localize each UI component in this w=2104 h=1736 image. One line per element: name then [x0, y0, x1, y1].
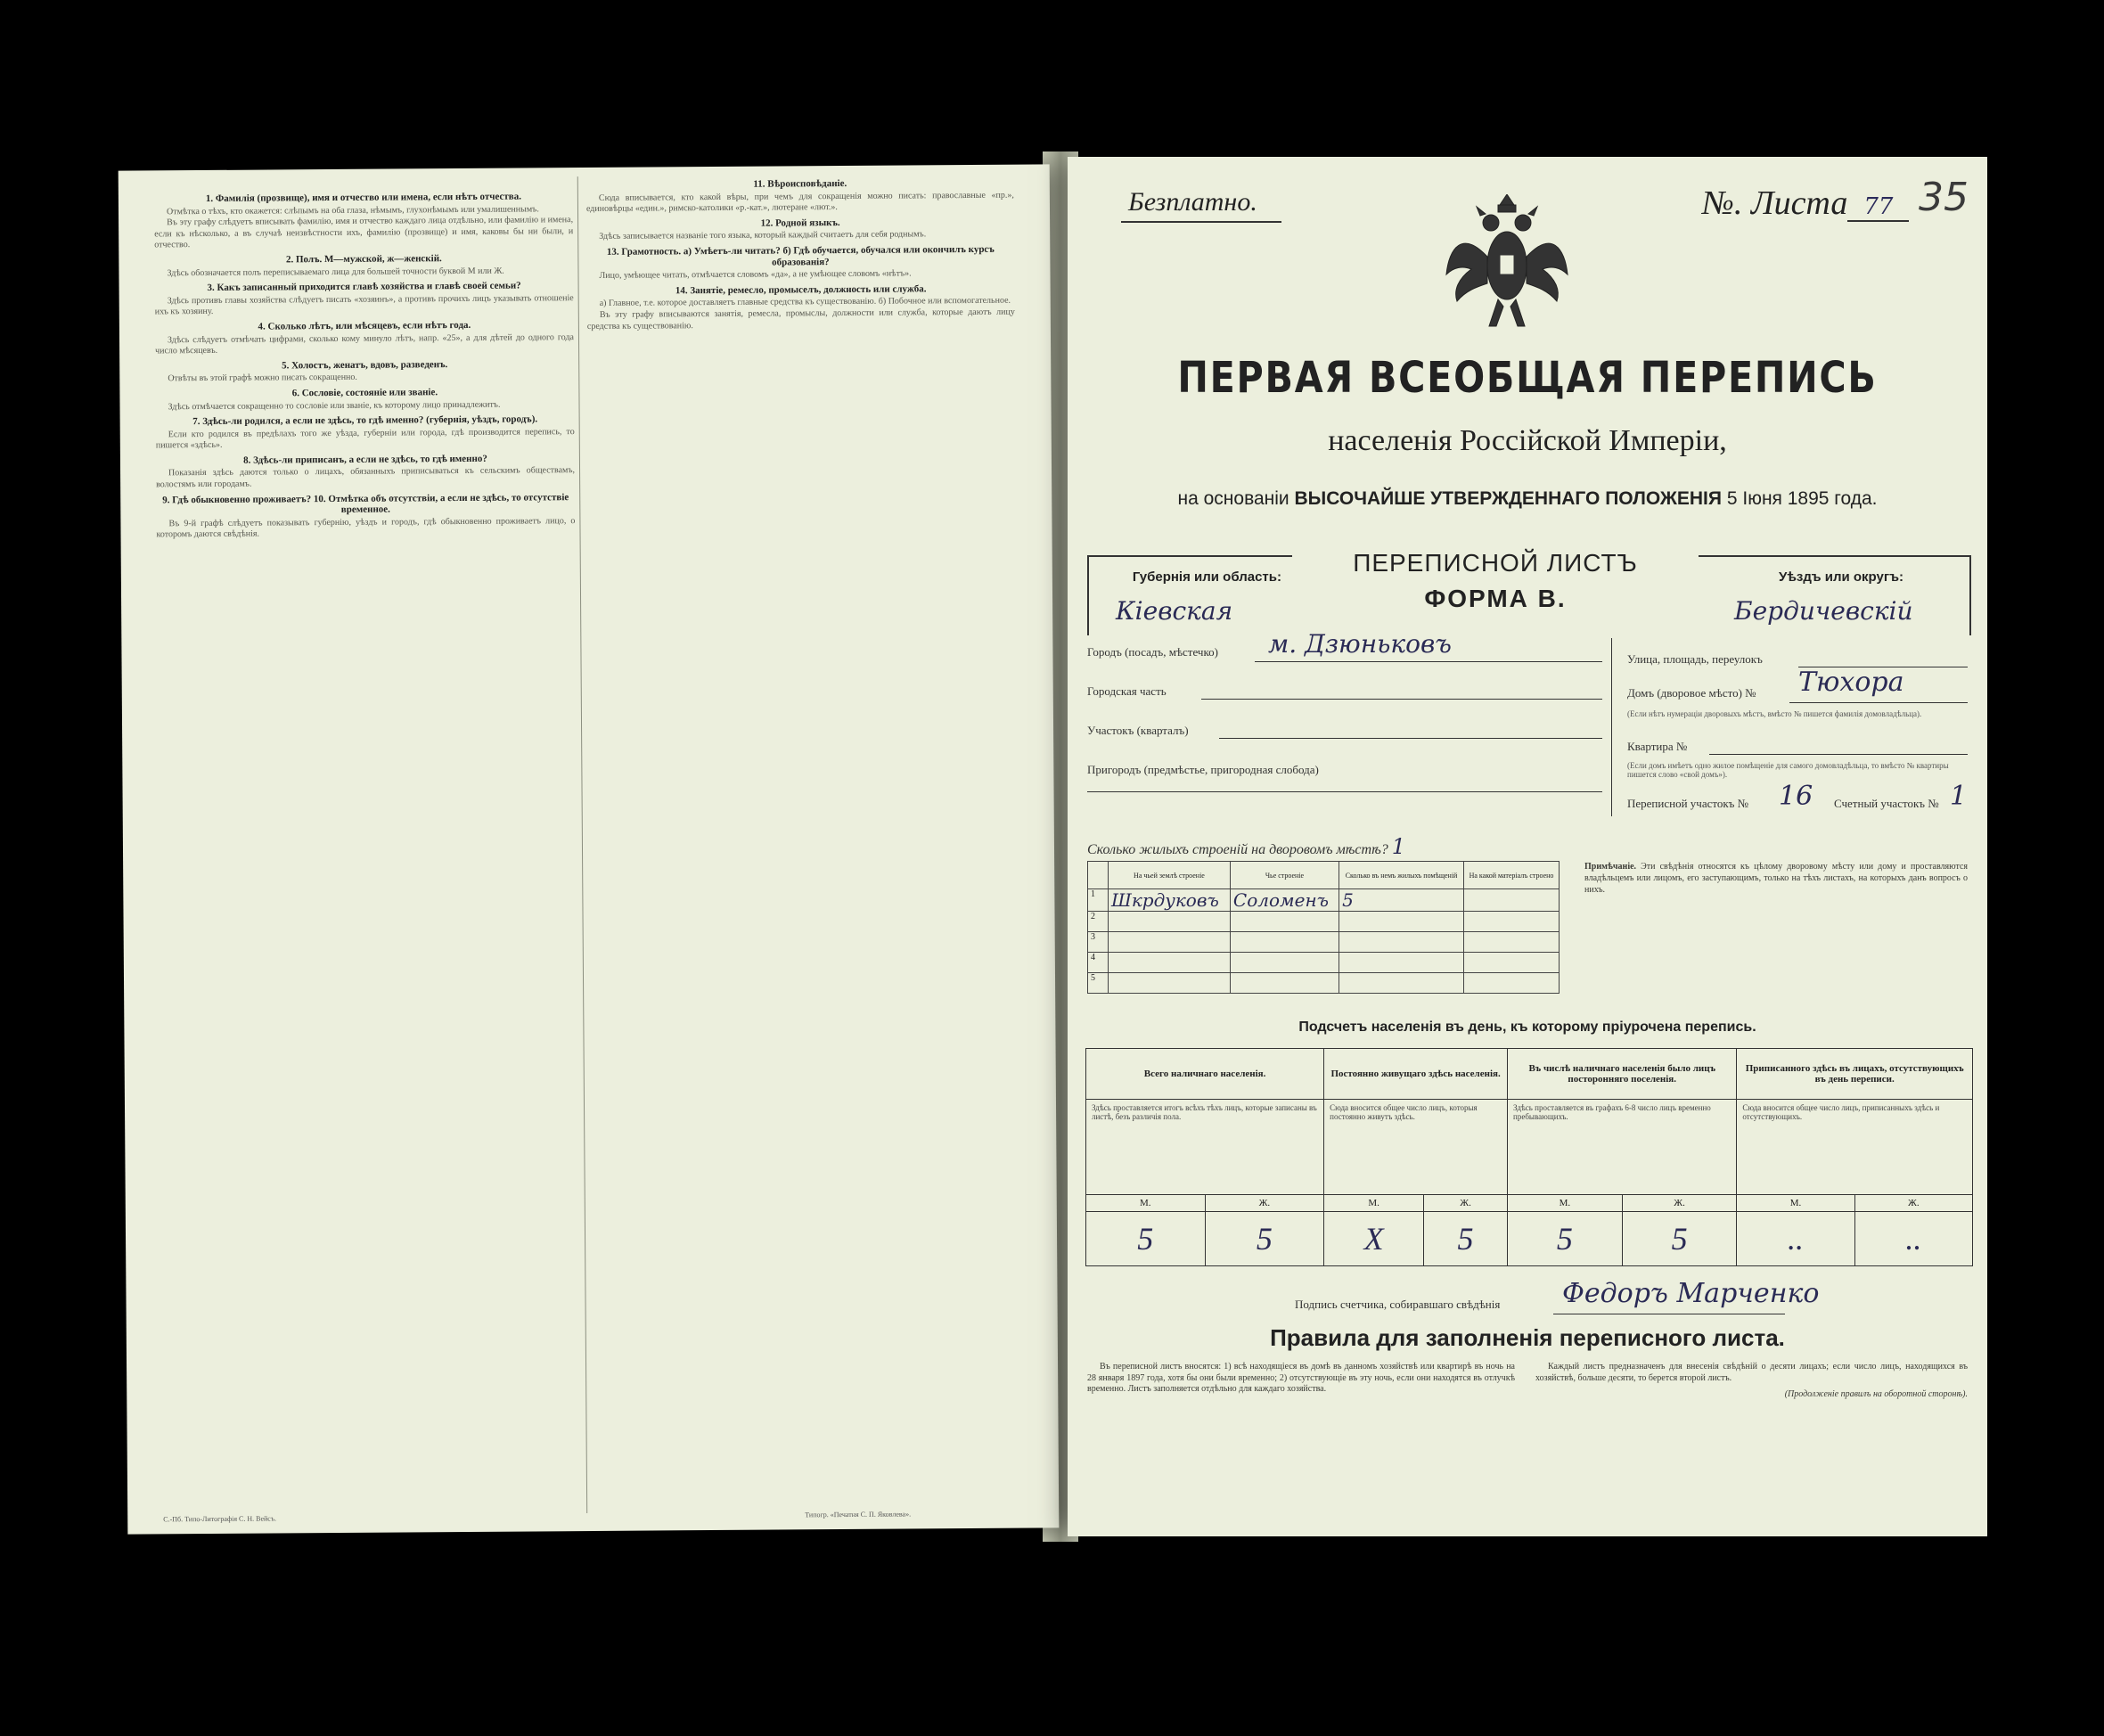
basis-main: ВЫСОЧАЙШЕ УТВЕРЖДЕННАГО ПОЛОЖЕНІЯ: [1294, 488, 1722, 509]
tally-header-cell: Приписанного здѣсь въ лицахъ, отсутствующихъ въ день переписи.: [1737, 1049, 1973, 1100]
dom-label: Домъ (дворовое мѣсто) №: [1627, 686, 1756, 700]
uezd-box: [1699, 555, 1971, 635]
tally-description-row: [1086, 1100, 1973, 1195]
free-underline: [1121, 221, 1281, 223]
rules-column-1: [1087, 1362, 1515, 1396]
gubernia-box: [1087, 555, 1292, 635]
note-title: Примѣчаніе.: [1584, 862, 1637, 872]
tally-sex-cell: М.: [1324, 1195, 1424, 1212]
imprint-right: Типогр. «Печатня С. П. Яковлева».: [805, 1510, 912, 1519]
table-row: [1088, 912, 1560, 932]
instruction-text: Лицо, умѣющее читать, отмѣчается словомъ «да», а не умѣющее словомъ «нѣтъ».: [599, 268, 912, 282]
tally-sex-row: [1086, 1195, 1973, 1212]
instruction-text: Если кто родился въ предѣлахъ того же уѣзда, губерніи или города, гдѣ производится перепись, то пишется «здѣсь».: [155, 426, 575, 451]
tally-sex-cell: Ж.: [1854, 1195, 1972, 1212]
tally-value-cell[interactable]: 5: [1205, 1212, 1324, 1266]
buildings-cell[interactable]: Соломенъ: [1230, 889, 1339, 912]
tally-sex-cell: Ж.: [1205, 1195, 1324, 1212]
prigorod-line: [1087, 791, 1602, 792]
buildings-cell[interactable]: 2: [1088, 912, 1109, 932]
tally-value-cell[interactable]: ..: [1737, 1212, 1854, 1266]
form-title: ПЕРЕПИСНОЙ ЛИСТЪ: [1353, 549, 1638, 577]
instruction-heading: 1. Фамилія (прозвище), имя и отчество или имена, если нѣтъ отчества.: [205, 191, 521, 204]
perepisnoy-uchastok-value: 16: [1779, 781, 1813, 812]
tally-sex-cell: М.: [1508, 1195, 1623, 1212]
basis-prefix: на основаніи: [1177, 488, 1289, 509]
table-row: [1088, 973, 1560, 994]
tally-sex-cell: М.: [1086, 1195, 1206, 1212]
buildings-cell[interactable]: 5: [1339, 889, 1464, 912]
instruction-heading: 13. Грамотность. а) Умѣетъ-ли читать? б) Гдѣ обучается, обучался или окончилъ курсъ образованія?: [606, 243, 995, 268]
gubernia-label: Губернія или область:: [1132, 569, 1281, 585]
instruction-text: Здѣсь противъ главы хозяйства слѣдуетъ писать «хозяинъ», а противъ прочихъ лицъ указывать отношеніе ихъ къ хозяину.: [154, 292, 574, 317]
instruction-text: Въ 9-й графѣ слѣдуетъ показывать губернію, уѣздъ и городъ, гдѣ обыкновенно проживаетъ лицо, о которомъ даются свѣдѣнія.: [156, 515, 576, 540]
tally-value-cell[interactable]: Х: [1324, 1212, 1424, 1266]
ulitsa-label: Улица, площадь, переулокъ: [1627, 652, 1763, 666]
gorod-value: м. Дзюньковъ: [1268, 629, 1452, 659]
kvartira-label: Квартира №: [1627, 740, 1688, 753]
buildings-header-cell: Чье строеніе: [1230, 862, 1339, 889]
rules-title: Правила для заполненія переписного листа.: [1270, 1324, 1785, 1351]
tally-description-cell: Сюда вносится общее число лицъ, приписанныхъ здѣсь и отсутствующихъ.: [1737, 1100, 1973, 1195]
note-text: Эти свѣдѣнія относятся къ цѣлому дворовому мѣсту или дому и проставляются владѣльцемъ или лицомъ, его заступающимъ, только на тѣхъ листахъ, на которыхъ данъ вопросъ о нихъ.: [1584, 862, 1968, 895]
buildings-table-header: [1088, 862, 1560, 889]
census-basis: [1068, 488, 1987, 510]
tally-header-row: [1086, 1049, 1973, 1100]
buildings-cell[interactable]: [1464, 912, 1560, 932]
buildings-cell[interactable]: [1230, 932, 1339, 953]
instruction-heading: 14. Занятіе, ремесло, промыселъ, должность или служба.: [675, 283, 927, 297]
buildings-label: [1087, 834, 1405, 859]
perepisnoy-uchastok-label: Переписной участокъ №: [1627, 797, 1749, 810]
instructions-column-1: [154, 187, 576, 541]
tally-description-cell: Сюда вносится общее число лицъ, которыя постоянно живутъ здѣсь.: [1324, 1100, 1508, 1195]
table-row: [1088, 932, 1560, 953]
column-divider: [577, 176, 587, 1513]
sheet-number-label: №. Листа: [1702, 184, 1848, 222]
table-row: [1088, 889, 1560, 912]
buildings-table: [1087, 861, 1560, 994]
tally-table: [1085, 1048, 1973, 1266]
row-number-header: [1088, 862, 1109, 889]
buildings-header-cell: На чьей землѣ строеніе: [1109, 862, 1231, 889]
buildings-header-cell: Сколько въ немъ жилыхъ помѣщеній: [1339, 862, 1464, 889]
instruction-heading: 7. Здѣсь-ли родился, а если не здѣсь, то гдѣ именно? (губернія, уѣздъ, городъ).: [192, 414, 538, 428]
kvartira-note: (Если домъ имѣетъ одно жилое помѣщеніе для самого домовладѣльца, то вмѣсто № квартиры пишется слово «свой домъ»).: [1627, 761, 1949, 779]
dom-note: (Если нѣтъ нумераціи дворовыхъ мѣстъ, вмѣсто № пишется фамилія домовладѣльца).: [1627, 709, 1922, 718]
census-subtitle: населенія Россійской Имперіи,: [1328, 424, 1727, 457]
buildings-cell[interactable]: [1109, 953, 1231, 973]
tally-sex-cell: Ж.: [1424, 1195, 1508, 1212]
instruction-text: Здѣсь обозначается полъ переписываемаго лица для большей точности буквой М или Ж.: [167, 266, 504, 278]
tally-header-cell: Постоянно живущаго здѣсь населенія.: [1324, 1049, 1508, 1100]
buildings-cell[interactable]: 3: [1088, 932, 1109, 953]
prigorod-label: Пригородъ (предмѣстье, пригородная слобода): [1087, 763, 1319, 776]
note-block: [1584, 861, 1968, 896]
instruction-text: Показанія здѣсь даются только о лицахъ, обязанныхъ приписываться къ сельскимъ обществамъ, волостямъ или городамъ.: [156, 465, 576, 490]
kvartira-line: [1709, 754, 1968, 755]
buildings-cell[interactable]: [1230, 912, 1339, 932]
dom-line: [1789, 702, 1968, 703]
gorod-line: [1255, 661, 1602, 662]
free-label: Безплатно.: [1128, 187, 1257, 217]
tally-description-cell: Здѣсь проставляется въ графахъ 6-8 число лицъ временно пребывающихъ.: [1508, 1100, 1737, 1195]
buildings-question: Сколько жилыхъ строеній на дворовомъ мѣстѣ?: [1087, 842, 1388, 857]
instruction-text: Сюда вписывается, кто какой вѣры, при чемъ для сокращенія можно писать: православные «пр.», единовѣрцы «един.», римско-католики «р.-кат.», лютеране «лют.».: [585, 190, 1014, 215]
tally-value-cell[interactable]: ..: [1854, 1212, 1972, 1266]
buildings-cell[interactable]: [1230, 973, 1339, 994]
instruction-heading: 4. Сколько лѣтъ, или мѣсяцевъ, если нѣтъ года.: [258, 319, 471, 332]
left-page-instructions: [119, 164, 1060, 1534]
address-divider: [1611, 638, 1612, 816]
double-headed-eagle-icon: [1445, 194, 1569, 328]
signature-label: Подпись счетчика, собиравшаго свѣдѣнія: [1295, 1298, 1501, 1311]
buildings-header-cell: На какой матеріалъ строено: [1464, 862, 1560, 889]
buildings-cell[interactable]: 4: [1088, 953, 1109, 973]
gorod-chast-line: [1201, 699, 1602, 700]
instruction-text: Въ эту графу слѣдуетъ вписывать фамилію, имя и отчество каждаго лица отдѣльно, или фамилію и имена, если къ нѣсколько, а въ случаѣ неизвѣстности ихъ, фамилію (прозвище) и имя, каковы бы ни были, и отчество.: [154, 215, 574, 250]
tally-header-cell: Всего наличнаго населенія.: [1086, 1049, 1324, 1100]
census-title: ПЕРВАЯ ВСЕОБЩАЯ ПЕРЕПИСЬ: [1177, 353, 1878, 403]
imprint-left: С.-Пб. Типо-Литографія С. Н. Вейсъ.: [163, 1514, 277, 1524]
sheet-number: [1702, 184, 1909, 223]
instruction-text: Здѣсь отмѣчается сокращенно то сословіе или званіе, къ которому лицо принадлежитъ.: [168, 399, 501, 412]
buildings-cell[interactable]: 1: [1088, 889, 1109, 912]
buildings-cell[interactable]: [1464, 889, 1560, 912]
rules-column-2: [1535, 1362, 1968, 1401]
sheet-number-value: 77: [1847, 193, 1909, 222]
dom-value: Тюхора: [1798, 667, 1904, 698]
tally-values-row: [1086, 1212, 1973, 1266]
instruction-text: Въ эту графу вписываются занятія, ремесла, промыслы, должности или служба, которые даютъ лицу средства къ существованію.: [586, 307, 1015, 332]
table-row: [1088, 953, 1560, 973]
schetny-uchastok-label: Счетный участокъ №: [1834, 797, 1939, 810]
rules-text-2: Каждый листъ предназначенъ для внесенія свѣдѣній о десяти лицахъ; если число лицъ, находящихся въ хозяйствѣ, больше десяти, то берется второй листъ.: [1535, 1362, 1968, 1383]
buildings-cell[interactable]: [1109, 973, 1231, 994]
buildings-cell[interactable]: [1339, 973, 1464, 994]
instruction-heading: 11. Вѣроисповѣданіе.: [753, 177, 847, 190]
buildings-cell[interactable]: [1339, 932, 1464, 953]
instruction-heading: 6. Сословіе, состояніе или званіе.: [291, 387, 438, 399]
form-title-block: [1290, 549, 1700, 613]
buildings-cell[interactable]: [1339, 953, 1464, 973]
rules-footer: (Продолженіе правилъ на оборотной сторонѣ).: [1784, 1389, 1968, 1400]
buildings-cell[interactable]: [1464, 932, 1560, 953]
buildings-cell[interactable]: [1230, 953, 1339, 973]
gorod-chast-label: Городская часть: [1087, 684, 1167, 698]
tally-value-cell[interactable]: 5: [1424, 1212, 1508, 1266]
buildings-cell[interactable]: [1109, 932, 1231, 953]
census-form-page: [1068, 157, 1987, 1536]
instructions-column-2: [586, 174, 1015, 332]
tally-sex-cell: Ж.: [1622, 1195, 1737, 1212]
instruction-text: а) Главное, т.е. которое доставляетъ главные средства къ существованію. б) Побочное или вспомогательное.: [599, 296, 1011, 309]
uezd-label: Уѣздъ или округъ:: [1779, 569, 1904, 585]
pencil-number: 35: [1919, 175, 1969, 220]
buildings-cell[interactable]: [1464, 973, 1560, 994]
buildings-value: 1: [1391, 834, 1406, 859]
form-name: ФОРМА В.: [1424, 585, 1567, 612]
tally-sex-cell: М.: [1737, 1195, 1854, 1212]
uezd-value: Бердичевскій: [1734, 596, 1913, 626]
gorod-label: Городъ (посадъ, мѣстечко): [1087, 645, 1218, 659]
basis-date: 5 Іюня 1895 года.: [1726, 488, 1878, 509]
schetny-uchastok-value: 1: [1950, 781, 1968, 812]
tally-value-cell[interactable]: 5: [1508, 1212, 1623, 1266]
instruction-text: Отмѣтка о тѣхъ, кто окажется: слѣпымъ на оба глаза, нѣмымъ, глухонѣмымъ или умалишеннымъ.: [166, 203, 539, 217]
uchastok-line: [1219, 738, 1602, 739]
instruction-heading: 12. Родной языкъ.: [760, 217, 840, 229]
instruction-text: Здѣсь записывается названіе того языка, который каждый считаетъ для себя роднымъ.: [599, 229, 927, 242]
gubernia-value: Кіевская: [1116, 596, 1233, 626]
tally-title: Подсчетъ населенія въ день, къ которому пріурочена перепись.: [1298, 1019, 1756, 1035]
buildings-cell[interactable]: [1464, 953, 1560, 973]
instruction-text: Отвѣты въ этой графѣ можно писать сокращенно.: [168, 373, 357, 384]
instruction-heading: 8. Здѣсь-ли приписанъ, а если не здѣсь, то гдѣ именно?: [243, 453, 487, 466]
tally-description-cell: Здѣсь проставляется итогъ всѣхъ тѣхъ лицъ, которые записаны въ листѣ, безъ различія пола.: [1086, 1100, 1324, 1195]
instruction-heading: 5. Холостъ, женатъ, вдовъ, разведенъ.: [282, 358, 448, 372]
buildings-cell[interactable]: Шкрдуковъ: [1109, 889, 1231, 912]
buildings-cell[interactable]: [1339, 912, 1464, 932]
rules-text-1: Въ переписной листъ вносятся: 1) всѣ находящіеся въ домѣ въ данномъ хозяйствѣ или квартирѣ въ ночь на 28 января 1897 года, хотя бы они были временно; 2) отсутствующіе въ эту ночь, если они находятся въ отлучкѣ временно. Листъ заполняется отдѣльно для каждаго хозяйства.: [1087, 1362, 1515, 1395]
instruction-heading: 3. Какъ записанный приходится главѣ хозяйства и главѣ своей семьи?: [207, 280, 521, 294]
tally-header-cell: Въ числѣ наличнаго населенія было лицъ посторонняго поселенія.: [1508, 1049, 1737, 1100]
instruction-heading: 2. Полъ. М—мужской, ж—женскій.: [285, 253, 442, 266]
tally-value-cell[interactable]: 5: [1622, 1212, 1737, 1266]
signature-value: Федоръ Марченко: [1562, 1278, 1820, 1309]
buildings-cell[interactable]: [1109, 912, 1231, 932]
tally-value-cell[interactable]: 5: [1086, 1212, 1206, 1266]
instruction-heading: 9. Гдѣ обыкновенно проживаетъ? 10. Отмѣтка объ отсутствіи, а если не здѣсь, то отсутствіе временное.: [162, 491, 569, 516]
uchastok-label: Участокъ (кварталъ): [1087, 724, 1189, 737]
instruction-text: Здѣсь слѣдуетъ отмѣчать цифрами, сколько кому минуло лѣтъ, напр. «25», а для дѣтей до одного года число мѣсяцевъ.: [155, 332, 575, 356]
buildings-cell[interactable]: 5: [1088, 973, 1109, 994]
